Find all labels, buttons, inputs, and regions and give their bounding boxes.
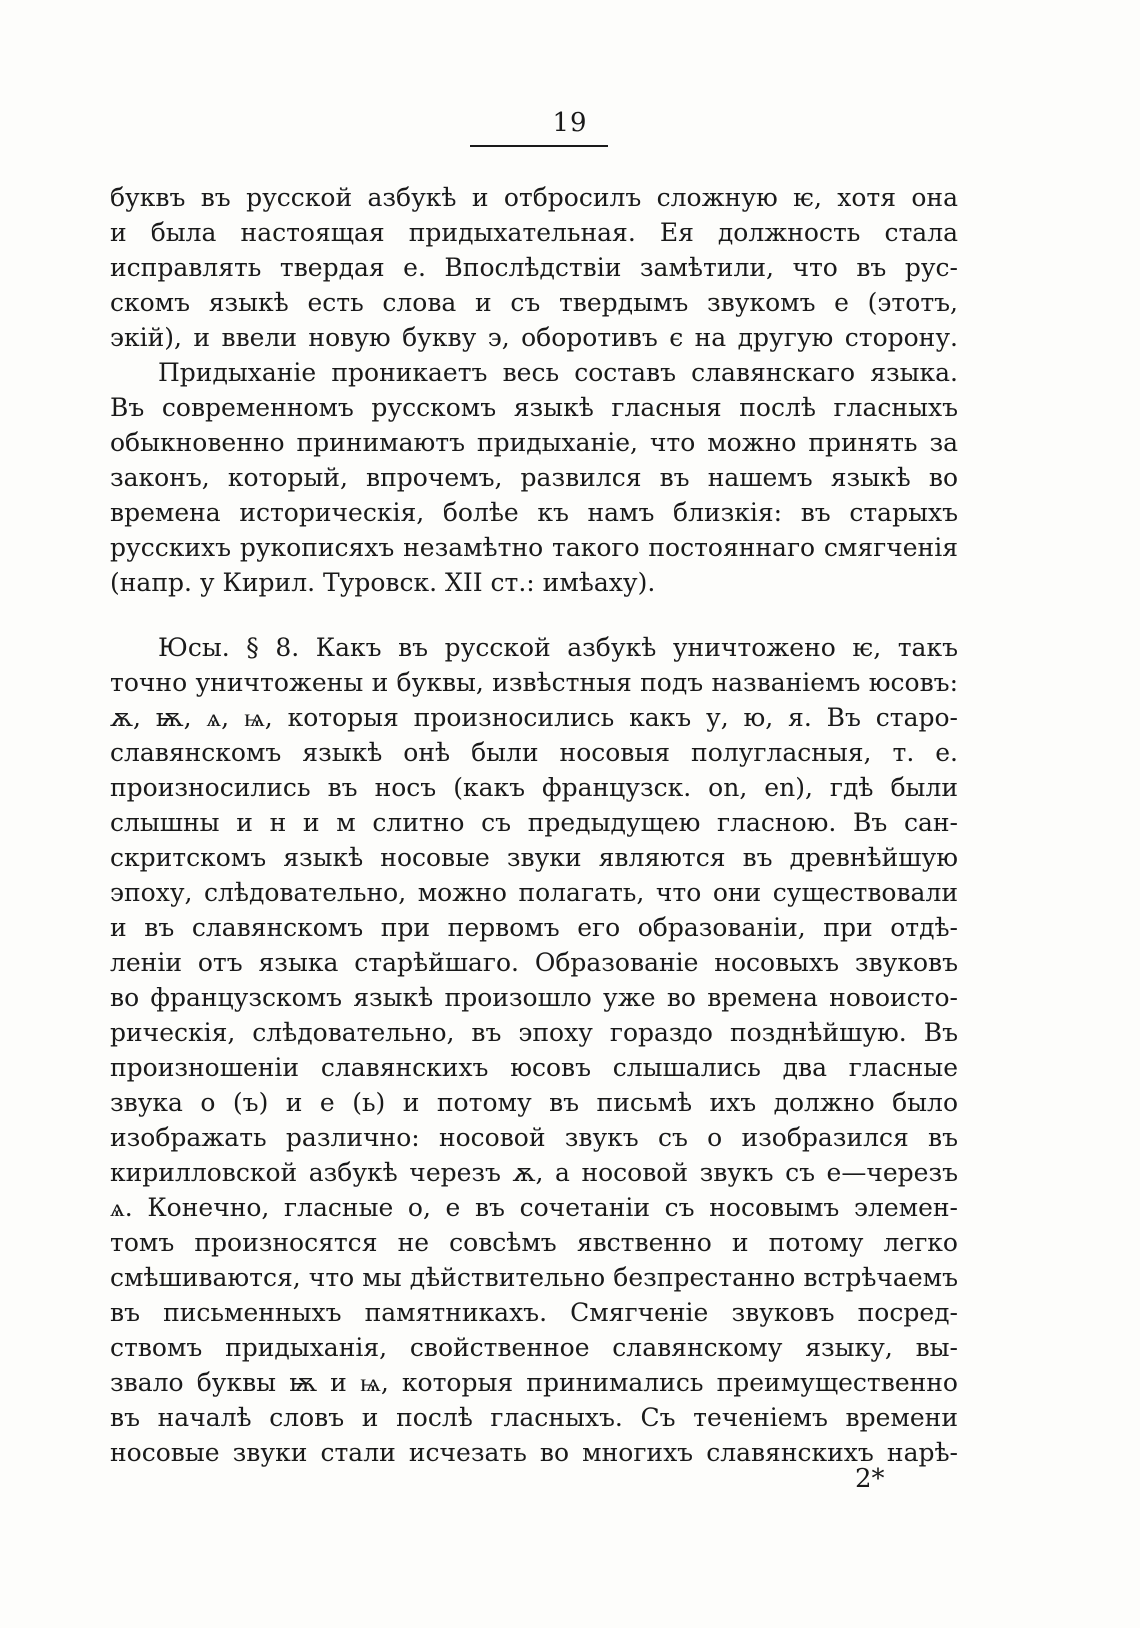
text-line: леніи отъ языка старѣйшаго. Образованіе носовыхъ звуковъ <box>110 948 958 977</box>
text-line: носовые звуки стали исчезать во многихъ славянскихъ нарѣ- <box>110 1438 958 1467</box>
text-line: буквъ въ русской азбукѣ и отбросилъ сложную ѥ, хотя она <box>110 183 958 212</box>
text-line: рическія, слѣдовательно, въ эпоху гораздо позднѣйшую. Въ <box>110 1018 958 1047</box>
text-line: Въ современномъ русскомъ языкѣ гласныя послѣ гласныхъ <box>110 393 958 422</box>
text-line: ствомъ придыханія, свойственное славянскому языку, вы- <box>110 1333 958 1362</box>
text-line: произношеніи славянскихъ юсовъ слышались два гласные <box>110 1053 958 1082</box>
text-line: ѧ. Конечно, гласные о, е въ сочетаніи съ носовымъ элемен- <box>110 1193 958 1222</box>
text-line: времена историческія, болѣе къ намъ близкія: въ старыхъ <box>110 498 958 527</box>
header-rule <box>470 145 608 147</box>
text-line: во французскомъ языкѣ произошло уже во времена новоисто- <box>110 983 958 1012</box>
text-line: скритскомъ языкѣ носовые звуки являются въ древнѣйшую <box>110 843 958 872</box>
text-line: произносились въ носъ (какъ французск. on, en), гдѣ были <box>110 773 958 802</box>
text-line: кирилловской азбукѣ черезъ ѫ, а носовой звукъ съ е—черезъ <box>110 1158 958 1187</box>
text-line: Придыханіе проникаетъ весь составъ славянскаго языка. <box>158 358 958 387</box>
text-line: экій), и ввели новую букву э, оборотивъ є на другую сторону. <box>110 323 958 352</box>
text-line: томъ произносятся не совсѣмъ явственно и потому легко <box>110 1228 958 1257</box>
text-line: въ письменныхъ памятникахъ. Смягченіе звуковъ посред- <box>110 1298 958 1327</box>
paragraph-block-yusy <box>110 630 958 1470</box>
page-number: 19 <box>552 108 588 138</box>
text-line: въ началѣ словъ и послѣ гласныхъ. Съ теченіемъ времени <box>110 1403 958 1432</box>
paragraph-block-top <box>110 180 958 600</box>
text-line: слышны и н и м слитно съ предыдущею гласною. Въ сан- <box>110 808 958 837</box>
section-heading-line: Юсы. § 8. Какъ въ русской азбукѣ уничтожено ѥ, такъ <box>158 633 958 662</box>
text-line: обыкновенно принимаютъ придыханіе, что можно принять за <box>110 428 958 457</box>
signature-mark: 2* <box>855 1464 885 1494</box>
text-line: эпоху, слѣдовательно, можно полагать, что они существовали <box>110 878 958 907</box>
text-line: звука о (ъ) и е (ь) и потому въ письмѣ ихъ должно было <box>110 1088 958 1117</box>
text-line: и въ славянскомъ при первомъ его образованіи, при отдѣ- <box>110 913 958 942</box>
text-line: изображать различно: носовой звукъ съ о изобразился въ <box>110 1123 958 1152</box>
text-line: славянскомъ языкѣ онѣ были носовыя полугласныя, т. е. <box>110 738 958 767</box>
text-line: русскихъ рукописяхъ незамѣтно такого постояннаго смягченія <box>110 533 958 562</box>
text-line: ѫ, ѭ, ѧ, ѩ, которыя произносились какъ у, ю, я. Въ старо- <box>110 703 958 732</box>
text-line: смѣшиваются, что мы дѣйствительно безпрестанно встрѣчаемъ <box>110 1263 958 1292</box>
text-line: (напр. у Кирил. Туровск. XII ст.: имѣаху). <box>110 568 656 597</box>
text-line: исправлять твердая е. Впослѣдствіи замѣтили, что въ рус- <box>110 253 958 282</box>
text-line: и была настоящая придыхательная. Ея должность стала <box>110 218 958 247</box>
text-line: законъ, который, впрочемъ, развился въ нашемъ языкѣ во <box>110 463 958 492</box>
text-line: звало буквы ѭ и ѩ, которыя принимались преимущественно <box>110 1368 958 1397</box>
text-line: скомъ языкѣ есть слова и съ твердымъ звукомъ е (этотъ, <box>110 288 958 317</box>
text-line: точно уничтожены и буквы, извѣстныя подъ названіемъ юсовъ: <box>110 668 958 697</box>
